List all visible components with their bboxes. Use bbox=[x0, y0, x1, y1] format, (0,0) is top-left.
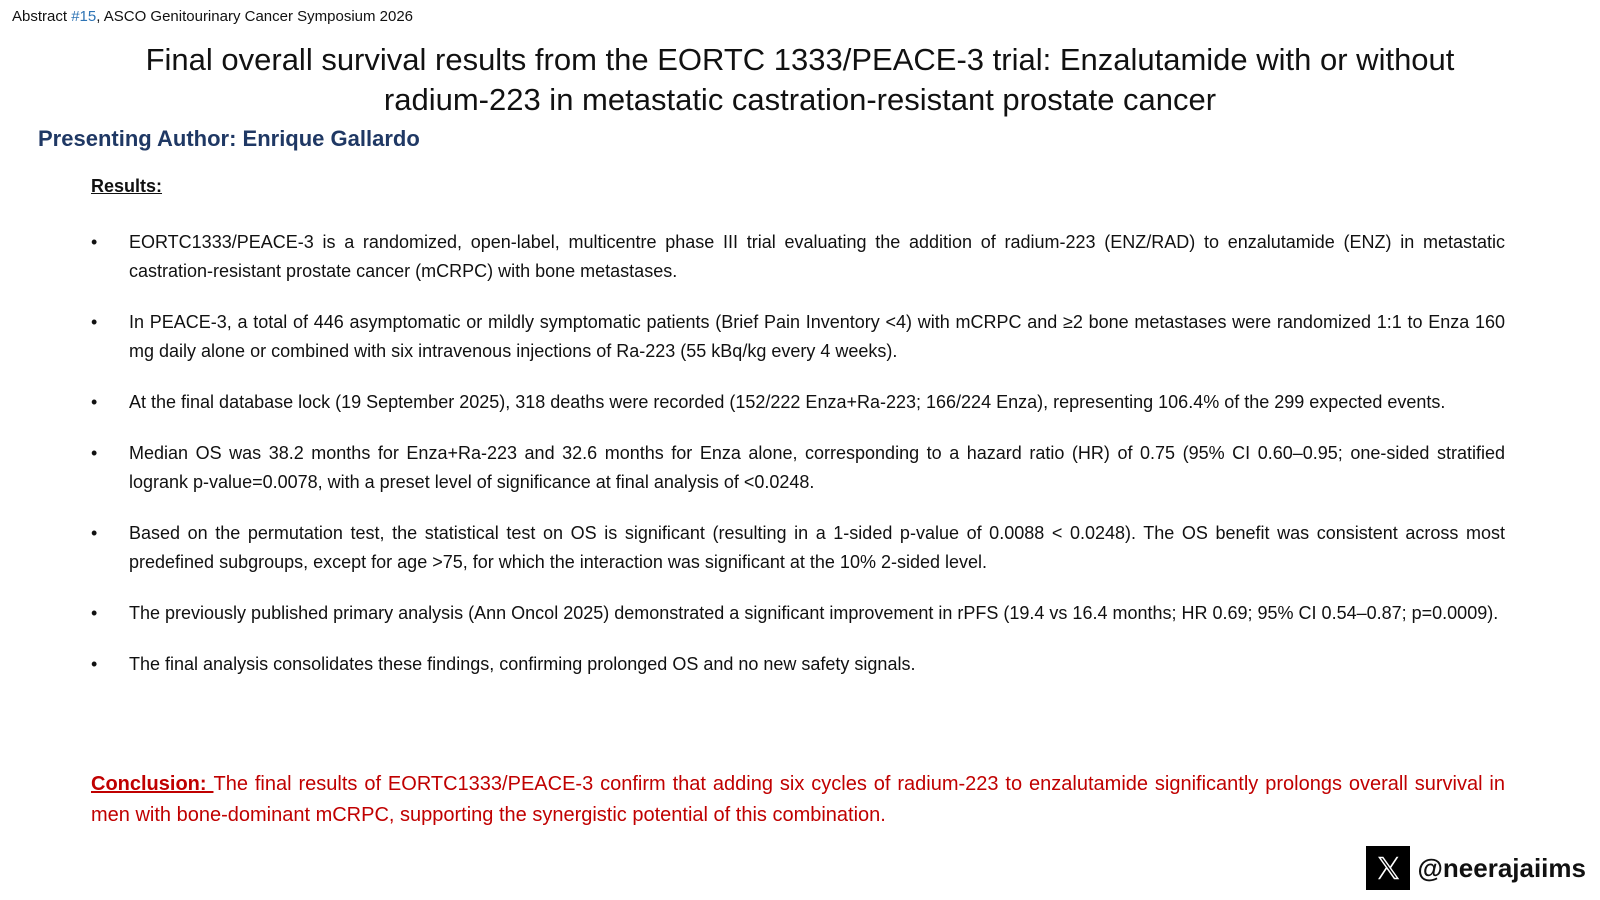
page-title bbox=[60, 40, 1540, 120]
list-item bbox=[91, 599, 1505, 628]
title-line-1: Final overall survival results from the EORTC 1333/PEACE-3 trial: Enzalutamide with or without bbox=[145, 42, 1455, 77]
list-item bbox=[91, 388, 1505, 417]
list-item bbox=[91, 650, 1505, 679]
conclusion-text: The final results of EORTC1333/PEACE-3 confirm that adding six cycles of radium-223 to enzalutamide significantly prolongs overall survival in men with bone-dominant mCRPC, supporting the synergistic potential of this combination. bbox=[91, 773, 1506, 826]
bullet-marker: • bbox=[91, 232, 98, 252]
abstract-tag bbox=[12, 8, 413, 25]
results-list bbox=[91, 228, 1505, 701]
abstract-number: #15 bbox=[71, 8, 97, 25]
presenting-author: Presenting Author: Enrique Gallardo bbox=[38, 126, 420, 151]
list-item bbox=[91, 228, 1505, 286]
list-item-text: The previously published primary analysis (Ann Oncol 2025) demonstrated a significant improvement in rPFS (19.4 vs 16.4 months; HR 0.69; 95% CI 0.54–0.87; p=0.0009). bbox=[129, 603, 1499, 623]
social-handle[interactable] bbox=[1366, 846, 1586, 890]
bullet-marker: • bbox=[91, 392, 98, 412]
list-item-text: Based on the permutation test, the statistical test on OS is significant (resulting in a 1-sided p-value of 0.0088 < 0.0248). The OS benefit was consistent across most predefined subgroups, except for age >75, for which the interaction was significant at the 10% 2-sided level. bbox=[129, 523, 1505, 572]
list-item-text: The final analysis consolidates these findings, confirming prolonged OS and no new safety signals. bbox=[129, 654, 916, 674]
list-item-text: In PEACE-3, a total of 446 asymptomatic or mildly symptomatic patients (Brief Pain Inventory <4) with mCRPC and ≥2 bone metastases were randomized 1:1 to Enza 160 mg daily alone or combined with six intravenous injections of Ra-223 (55 kBq/kg every 4 weeks). bbox=[129, 312, 1505, 361]
list-item bbox=[91, 439, 1505, 497]
results-heading: Results: bbox=[91, 176, 163, 196]
list-item-text: EORTC1333/PEACE-3 is a randomized, open-label, multicentre phase III trial evaluating the addition of radium-223 (ENZ/RAD) to enzalutamide (ENZ) in metastatic castration-resistant prostate cancer (mCRPC) with bone metastases. bbox=[129, 232, 1505, 281]
list-item-text: Median OS was 38.2 months for Enza+Ra-223 and 32.6 months for Enza alone, corresponding to a hazard ratio (HR) of 0.75 (95% CI 0.60–0.95; one-sided stratified logrank p-value=0.0078, with a preset level of significance at final analysis of <0.0248. bbox=[129, 443, 1505, 492]
abstract-prefix: Abstract bbox=[12, 8, 72, 25]
list-item bbox=[91, 308, 1505, 366]
conclusion bbox=[91, 769, 1505, 831]
bullet-marker: • bbox=[91, 603, 98, 623]
bullet-marker: • bbox=[91, 312, 98, 332]
title-line-2: radium-223 in metastatic castration-resistant prostate cancer bbox=[383, 82, 1217, 117]
abstract-suffix: , ASCO Genitourinary Cancer Symposium 2026 bbox=[96, 8, 414, 25]
handle-text[interactable]: @neerajaiims bbox=[1417, 852, 1586, 883]
x-logo-glyph bbox=[1373, 853, 1403, 883]
bullet-marker: • bbox=[91, 443, 98, 463]
list-item-text: At the final database lock (19 September 2025), 318 deaths were recorded (152/222 Enza+Ra-223; 166/224 Enza), representing 106.4% of the 299 expected events. bbox=[129, 392, 1446, 412]
list-item bbox=[91, 519, 1505, 577]
bullet-marker: • bbox=[91, 523, 98, 543]
x-logo-icon bbox=[1366, 846, 1410, 890]
bullet-marker: • bbox=[91, 654, 98, 674]
conclusion-label: Conclusion: bbox=[91, 773, 214, 795]
